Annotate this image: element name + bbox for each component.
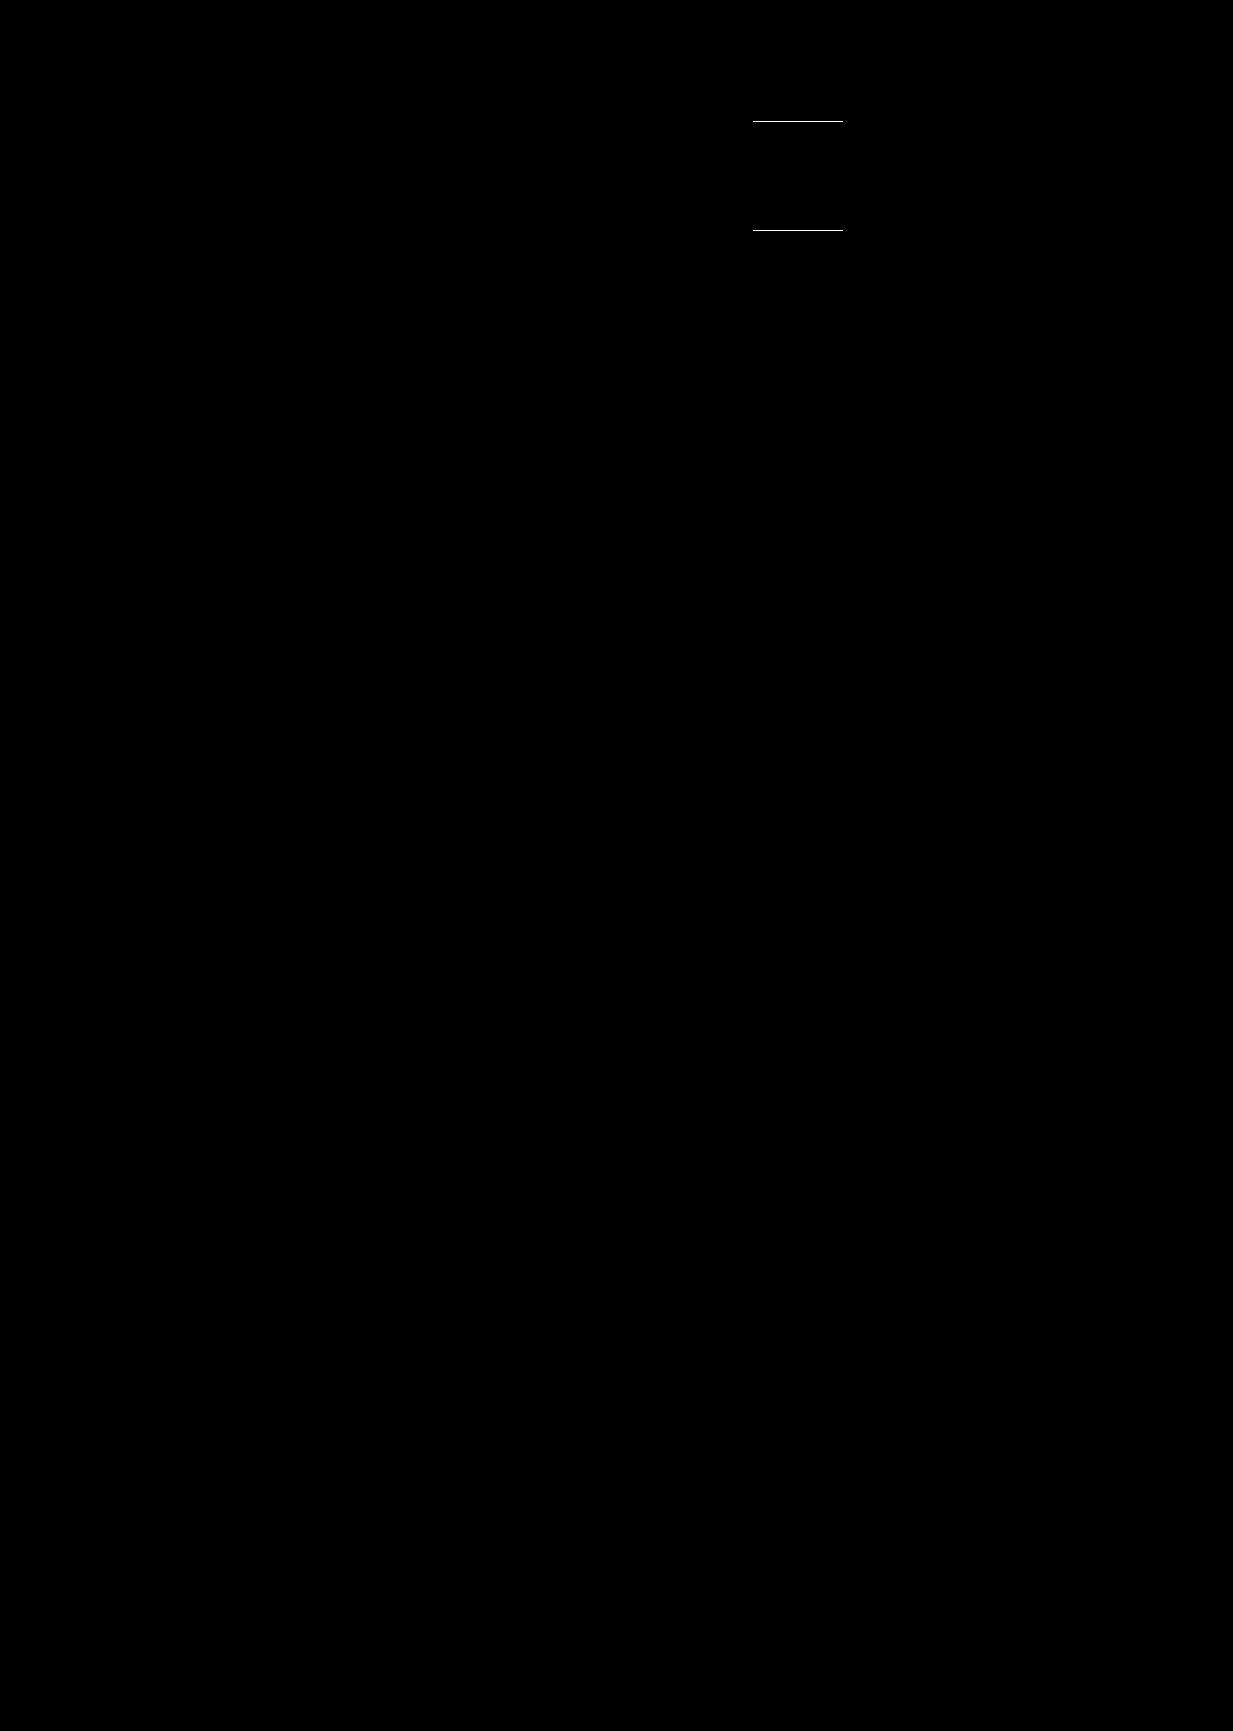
- signatory-role: [528, 194, 787, 206]
- separator-rule: [528, 115, 1068, 129]
- signatory-role: [528, 329, 787, 341]
- signatory-role: [809, 329, 1068, 341]
- minister-name-1: [528, 96, 1068, 114]
- ministers-title-2: [528, 182, 1068, 194]
- signatory-name: [528, 341, 787, 359]
- signatory-name: [809, 206, 1068, 224]
- decision-3-subject: [528, 264, 1068, 282]
- signatory-roles-2: [528, 194, 1068, 206]
- minister-title-1: [528, 84, 1068, 96]
- signatory-roles-3: [528, 329, 1068, 341]
- ministers-title-3: [528, 317, 1068, 329]
- date-3: [528, 299, 1068, 317]
- date-2: [528, 163, 1068, 181]
- right-column: [528, 58, 1068, 360]
- separator-rule: [528, 224, 1068, 238]
- signatory-names-2: [528, 206, 1068, 224]
- signatory-role: [809, 194, 1068, 206]
- decision-3-heading: [528, 246, 1068, 264]
- decision-2-heading: [528, 137, 1068, 155]
- signatory-name: [528, 206, 787, 224]
- signatory-name: [809, 341, 1068, 359]
- date-1: [528, 66, 1068, 84]
- signatory-names-3: [528, 341, 1068, 359]
